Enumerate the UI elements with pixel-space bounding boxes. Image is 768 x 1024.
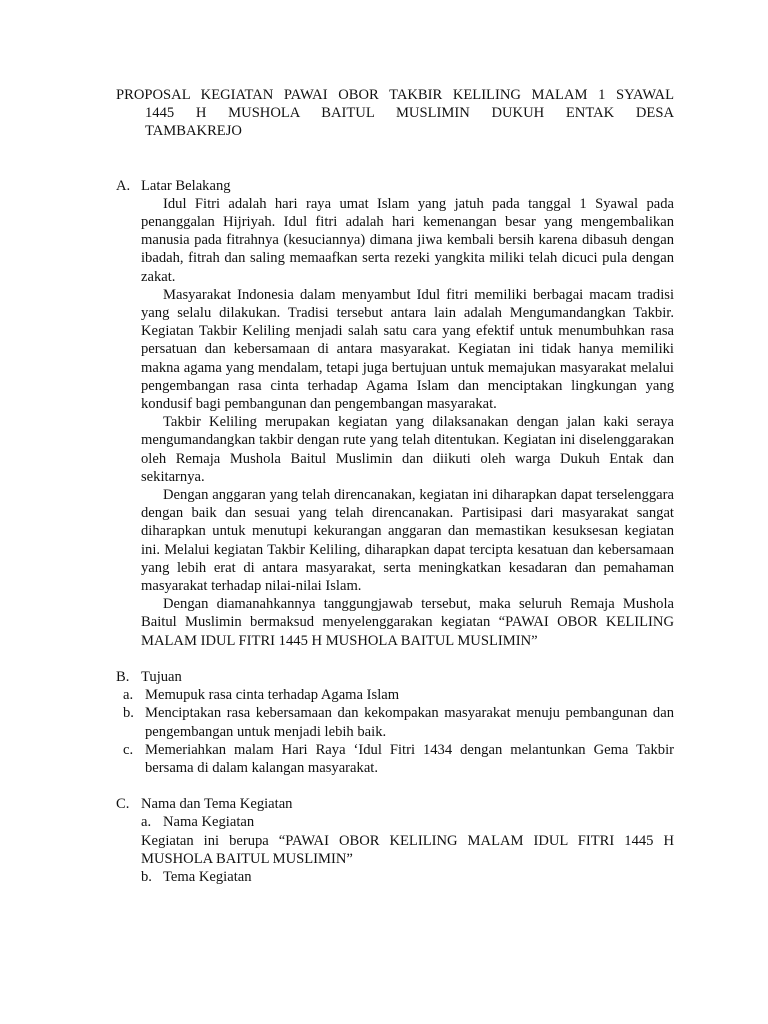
- list-marker: c.: [123, 741, 134, 758]
- list-item: [116, 704, 674, 740]
- paragraph: Kegiatan ini berupa “PAWAI OBOR KELILING MALAM IDUL FITRI 1445 H MUSHOLA BAITUL MUSLIMIN”: [141, 832, 674, 867]
- title-line-2: 1445 H MUSHOLA BAITUL MUSLIMIN DUKUH ENTAK DESA: [145, 105, 674, 122]
- list-item-text: Memupuk rasa cinta terhadap Agama Islam: [145, 687, 400, 704]
- list-marker: b.: [123, 705, 134, 722]
- section-title: Latar Belakang: [141, 177, 231, 194]
- section-tujuan: [116, 668, 674, 777]
- list-item-text: Memeriahkan malam Hari Raya ‘Idul Fitri 1434 dengan melantunkan Gema Takbir bersama di dalam kalangan masyarakat.: [145, 741, 674, 776]
- document-title: [116, 86, 674, 141]
- paragraph: Dengan anggaran yang telah direncanakan, kegiatan ini diharapkan dapat terselenggara dengan baik dan sesuai yang telah direncanakan. Partisipasi dari masyarakat sangat diharapkan untuk menutupi kekurangan anggaran dan memastikan kesuksesan kegiatan ini. Melalui kegiatan Takbir Keliling, diharapkan dapat tercipta kesatuan dan kebersamaan yang lebih erat di antara masyarakat, serta meningkatkan kesadaran dan pemahaman masyarakat terhadap nilai-nilai Islam.: [141, 487, 674, 595]
- subsection-marker: b.: [141, 868, 152, 885]
- section-latar-belakang: [116, 177, 674, 650]
- section-letter: B.: [116, 668, 130, 685]
- list-item-text: Menciptakan rasa kebersamaan dan kekompakan masyarakat menuju pembangunan dan pengembangan untuk menjadi lebih baik.: [145, 705, 674, 740]
- objectives-list: [116, 686, 674, 777]
- paragraph: Dengan diamanahkannya tanggungjawab tersebut, maka seluruh Remaja Mushola Baitul Muslimin bermaksud menyelenggarakan kegiatan “PAWAI OBOR KELILING MALAM IDUL FITRI 1445 H MUSHOLA BAITUL MUSLIMIN”: [141, 596, 674, 649]
- section-letter: C.: [116, 796, 130, 813]
- subsection-title: Tema Kegiatan: [163, 868, 252, 885]
- section-letter: A.: [116, 177, 131, 194]
- subsection-heading: [116, 868, 674, 886]
- section-body: [116, 195, 674, 650]
- paragraph: Masyarakat Indonesia dalam menyambut Idul fitri memiliki berbagai macam tradisi yang selalu dilakukan. Tradisi tersebut antara lain adalah Mengumandangkan Takbir. Kegiatan Takbir Keliling menjadi salah satu cara yang efektif untuk menumbuhkan rasa persatuan dan kebersamaan di antara masyarakat. Kegiatan ini tidak hanya memiliki makna agama yang mendalam, tetapi juga bertujuan untuk memajukan masyarakat melalui pengembangan rasa cinta terhadap Agama Islam dan menciptakan lingkungan yang kondusif bagi pembangunan dan pengembangan masyarakat.: [141, 286, 674, 413]
- list-marker: a.: [123, 687, 134, 704]
- subsection-marker: a.: [141, 814, 152, 831]
- paragraph: Idul Fitri adalah hari raya umat Islam yang jatuh pada tanggal 1 Syawal pada penanggalan Hijriyah. Idul fitri adalah hari kemenangan besar yang mengembalikan manusia pada fitrahnya (kesuciannya) dimana jiwa kembali bersih karena dibasuh dengan ibadah, fitrah dan saling memaafkan serta rezeki yangkita miliki telah dicuci pula dengan zakat.: [141, 195, 674, 285]
- section-title: Nama dan Tema Kegiatan: [141, 796, 293, 813]
- title-line-1: PROPOSAL KEGIATAN PAWAI OBOR TAKBIR KELILING MALAM 1 SYAWAL: [116, 87, 674, 103]
- section-heading: [116, 795, 674, 813]
- title-line-3: TAMBAKREJO: [145, 123, 242, 140]
- section-heading: [116, 177, 674, 195]
- list-item: [116, 741, 674, 777]
- section-heading: [116, 668, 674, 686]
- subsection-title: Nama Kegiatan: [163, 814, 255, 831]
- list-item: [116, 686, 674, 704]
- subsection-heading: [116, 813, 674, 831]
- paragraph: Takbir Keliling merupakan kegiatan yang dilaksanakan dengan jalan kaki seraya mengumandangkan takbir dengan rute yang telah ditentukan. Kegiatan ini diselenggarakan oleh Remaja Mushola Baitul Muslimin dan diikuti oleh warga Dukuh Entak dan sekitarnya.: [141, 414, 674, 485]
- section-nama-tema: [116, 795, 674, 886]
- section-title: Tujuan: [141, 668, 182, 685]
